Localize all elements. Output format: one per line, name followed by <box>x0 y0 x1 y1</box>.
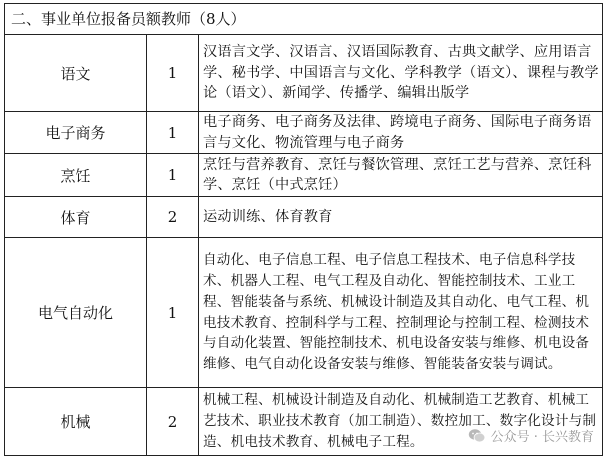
table-row <box>5 154 602 197</box>
recruitment-table <box>4 3 603 456</box>
table-row <box>5 197 602 238</box>
subject-cell: 烹饪 <box>5 154 147 196</box>
watermark-text: 公众号 · 长兴教育 <box>490 430 594 445</box>
majors-cell: 电子商务、电子商务及法律、跨境电子商务、国际电子商务语言与文化、物流管理与电子商务 <box>203 114 592 151</box>
count-cell: 1 <box>147 154 199 196</box>
count-cell: 1 <box>147 35 199 111</box>
count-cell: 2 <box>147 197 199 237</box>
count-cell: 2 <box>147 388 199 455</box>
subject-cell: 电子商务 <box>5 112 147 153</box>
subject-cell: 机械 <box>5 388 147 455</box>
table-row <box>5 35 602 112</box>
majors-cell: 烹饪与营养教育、烹饪与餐饮管理、烹饪工艺与营养、烹饪科学、烹饪（中式烹饪） <box>203 156 592 193</box>
majors-cell: 自动化、电子信息工程、电子信息工程技术、电子信息科学技术、机器人工程、电气工程及自动化、智能控制技术、工业工程、智能装备与系统、机械设计制造及其自动化、电气工程、机电技术教育、控制科学与工程、控制理论与控制工程、检测技术与自动化装置、智能控制技术、机电设备安装与维修、机电设备维修、电气自动化设备安装与维修、智能装备安装与调试。 <box>203 252 590 372</box>
subject-cell: 语文 <box>5 35 147 111</box>
table-row <box>5 238 602 388</box>
wechat-icon <box>468 428 486 444</box>
section-title: 二、事业单位报备员额教师（8人） <box>5 4 602 35</box>
majors-cell: 汉语言文学、汉语言、汉语国际教育、古典文献学、应用语言学、秘书学、中国语言与文化、学科教学（语文）、课程与教学论（语文）、新闻学、传播学、编辑出版学 <box>203 44 599 102</box>
count-cell: 1 <box>147 238 199 387</box>
majors-cell: 机械工程、机械设计制造及自动化、机械制造工艺教育、机械工艺技术、职业技术教育（加工制造）、数控加工、数字化设计与制造、机电技术教育、机械电子工程。 <box>203 392 597 450</box>
subject-cell: 电气自动化 <box>5 238 147 387</box>
table-row <box>5 112 602 154</box>
count-cell: 1 <box>147 112 199 153</box>
subject-cell: 体育 <box>5 197 147 237</box>
watermark <box>468 426 594 445</box>
majors-cell: 运动训练、体育教育 <box>203 208 333 225</box>
